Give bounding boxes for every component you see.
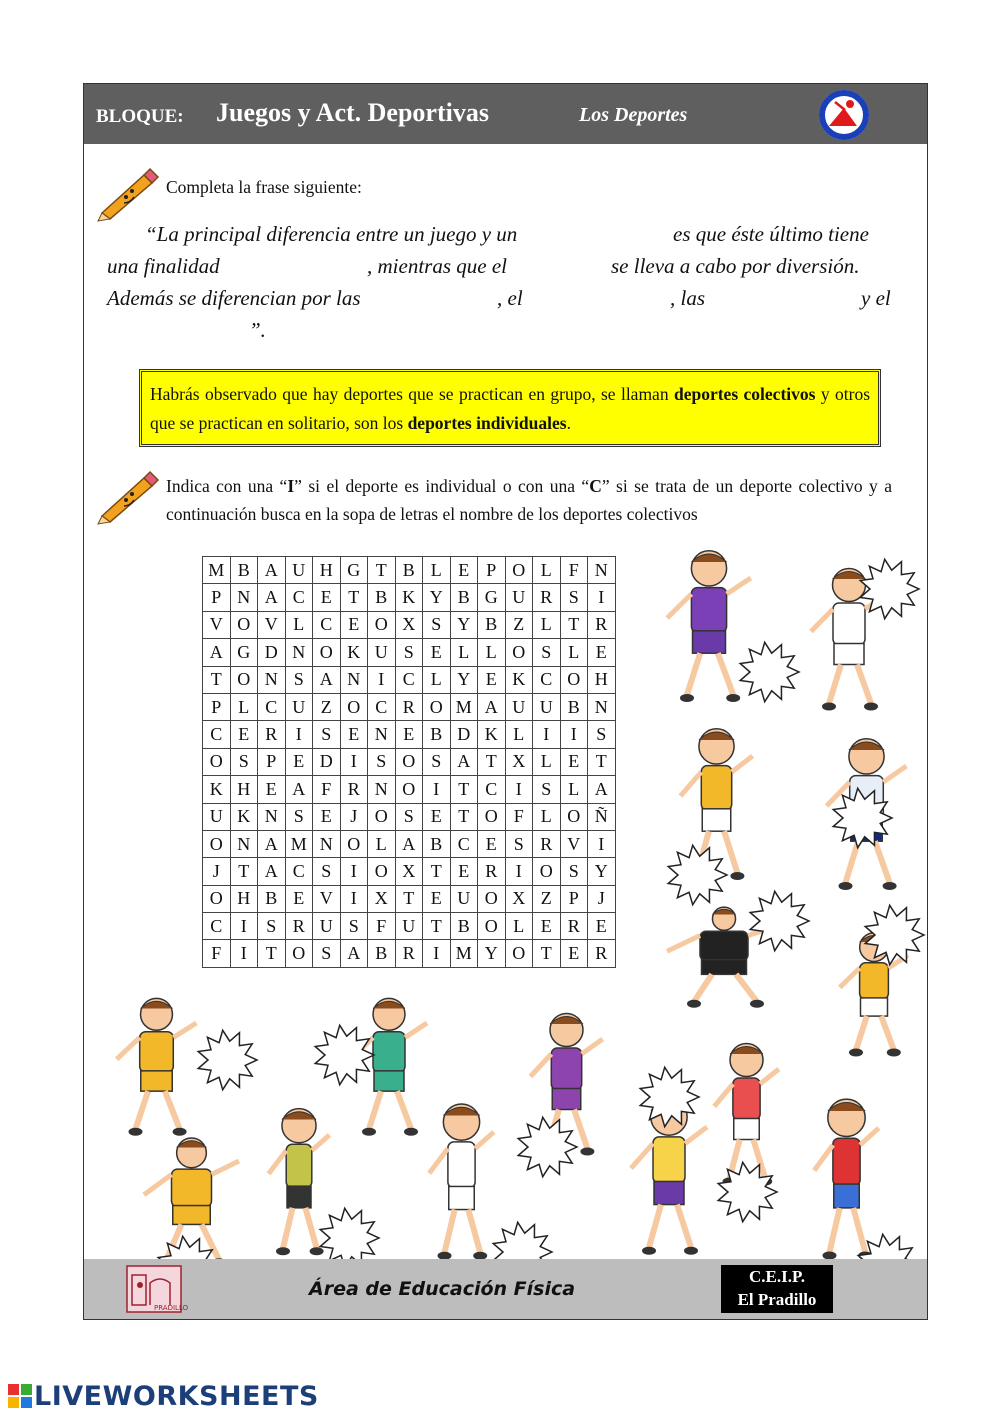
grid-row xyxy=(203,913,616,940)
footer-bar xyxy=(84,1259,927,1319)
grid-cell[interactable]: U xyxy=(285,693,313,720)
grid-cell[interactable]: C xyxy=(478,776,506,803)
grid-cell[interactable]: U xyxy=(313,913,341,940)
grid-cell[interactable]: R xyxy=(478,858,506,885)
info-text-part: y otros que se practican en solitario, son los xyxy=(150,384,871,433)
grid-cell[interactable]: U xyxy=(450,885,478,912)
grid-cell[interactable]: S xyxy=(560,858,588,885)
grid-cell[interactable]: C xyxy=(285,858,313,885)
grid-cell[interactable]: F xyxy=(505,803,533,830)
quote-segment: Además se diferencian por las xyxy=(107,286,361,310)
grid-cell[interactable]: N xyxy=(258,803,286,830)
grid-cell[interactable]: O xyxy=(203,830,231,857)
grid-cell[interactable]: O xyxy=(505,557,533,584)
grid-cell[interactable]: L xyxy=(423,557,451,584)
grid-cell[interactable]: N xyxy=(588,557,616,584)
header-bar xyxy=(84,84,927,144)
info-bold-colectivos: deportes colectivos xyxy=(673,384,816,404)
grid-cell[interactable]: K xyxy=(505,666,533,693)
grid-cell[interactable]: H xyxy=(230,885,258,912)
grid-cell[interactable]: E xyxy=(560,940,588,967)
grid-cell[interactable]: N xyxy=(368,776,396,803)
grid-cell[interactable]: Y xyxy=(588,858,616,885)
grid-cell[interactable]: B xyxy=(450,913,478,940)
school-logo-icon xyxy=(126,1265,189,1313)
grid-cell[interactable]: D xyxy=(313,748,341,775)
grid-cell[interactable]: I xyxy=(588,584,616,611)
grid-cell[interactable]: B xyxy=(450,584,478,611)
grid-cell[interactable]: R xyxy=(533,584,561,611)
grid-cell[interactable]: C xyxy=(203,913,231,940)
grid-cell[interactable]: A xyxy=(258,830,286,857)
grid-row xyxy=(203,693,616,720)
quote-segment: “La principal diferencia entre un juego y un xyxy=(145,222,518,246)
grid-cell[interactable]: I xyxy=(285,721,313,748)
grid-cell[interactable]: S xyxy=(340,913,368,940)
grid-row xyxy=(203,557,616,584)
grid-cell[interactable]: O xyxy=(203,748,231,775)
answer-starburst[interactable] xyxy=(862,907,926,963)
grid-cell[interactable]: K xyxy=(203,776,231,803)
grid-cell[interactable]: E xyxy=(340,721,368,748)
grid-cell[interactable]: R xyxy=(395,940,423,967)
grid-cell[interactable]: A xyxy=(285,776,313,803)
grid-cell[interactable]: R xyxy=(285,913,313,940)
grid-cell[interactable]: S xyxy=(313,940,341,967)
pencil-icon xyxy=(96,161,160,221)
grid-cell[interactable]: X xyxy=(395,611,423,638)
grid-cell[interactable]: T xyxy=(478,748,506,775)
school-name-line1: C.E.I.P. xyxy=(748,1267,806,1286)
grid-cell[interactable]: C xyxy=(450,830,478,857)
grid-cell[interactable]: O xyxy=(478,803,506,830)
grid-cell[interactable]: K xyxy=(478,721,506,748)
grid-cell[interactable]: P xyxy=(203,584,231,611)
answer-starburst[interactable] xyxy=(312,1027,376,1083)
grid-cell[interactable]: V xyxy=(258,611,286,638)
grid-cell[interactable]: G xyxy=(478,584,506,611)
grid-cell[interactable]: S xyxy=(258,913,286,940)
grid-cell[interactable]: J xyxy=(203,858,231,885)
grid-cell[interactable]: T xyxy=(395,885,423,912)
grid-cell[interactable]: E xyxy=(230,721,258,748)
grid-cell[interactable]: B xyxy=(230,557,258,584)
grid-cell[interactable]: N xyxy=(340,666,368,693)
topic-subtitle: Los Deportes xyxy=(579,104,688,126)
grid-cell[interactable]: R xyxy=(588,611,616,638)
grid-cell[interactable]: C xyxy=(395,666,423,693)
info-text xyxy=(150,380,870,438)
grid-cell[interactable]: O xyxy=(368,611,396,638)
grid-cell[interactable]: E xyxy=(560,748,588,775)
grid-cell[interactable]: R xyxy=(560,913,588,940)
quote-segment: , las xyxy=(670,286,706,310)
grid-row xyxy=(203,803,616,830)
grid-cell[interactable]: A xyxy=(478,693,506,720)
grid-cell[interactable]: C xyxy=(203,721,231,748)
grid-cell[interactable]: X xyxy=(505,748,533,775)
grid-cell[interactable]: L xyxy=(230,693,258,720)
grid-cell[interactable]: O xyxy=(478,885,506,912)
quote-segment: y el xyxy=(861,286,891,310)
grid-cell[interactable]: S xyxy=(230,748,258,775)
grid-cell[interactable]: U xyxy=(203,803,231,830)
grid-cell[interactable]: E xyxy=(285,748,313,775)
grid-cell[interactable]: S xyxy=(395,803,423,830)
grid-cell[interactable]: C xyxy=(258,693,286,720)
grid-cell[interactable]: K xyxy=(395,584,423,611)
football-figure xyxy=(104,994,209,1139)
grid-cell[interactable]: I xyxy=(230,940,258,967)
answer-starburst[interactable] xyxy=(515,1119,579,1175)
grid-cell[interactable]: F xyxy=(560,557,588,584)
grid-cell[interactable]: N xyxy=(313,830,341,857)
grid-cell[interactable]: K xyxy=(230,803,258,830)
info-box xyxy=(139,369,881,447)
grid-cell[interactable]: T xyxy=(258,940,286,967)
quote-segment: , mientras que el xyxy=(367,254,507,278)
grid-cell[interactable]: O xyxy=(340,693,368,720)
grid-cell[interactable]: Z xyxy=(505,611,533,638)
instruction-part: Indica con una “ xyxy=(166,476,288,496)
grid-cell[interactable]: Y xyxy=(423,584,451,611)
grid-cell[interactable]: E xyxy=(258,776,286,803)
grid-cell[interactable]: M xyxy=(203,557,231,584)
grid-cell[interactable]: A xyxy=(258,584,286,611)
grid-cell[interactable]: B xyxy=(560,693,588,720)
grid-cell[interactable]: I xyxy=(230,913,258,940)
block-title: Juegos y Act. Deportivas xyxy=(216,98,489,127)
grid-cell[interactable]: O xyxy=(285,940,313,967)
grid-cell[interactable]: R xyxy=(340,776,368,803)
grid-cell[interactable]: N xyxy=(368,721,396,748)
grid-cell[interactable]: J xyxy=(588,885,616,912)
lws-logo-icon xyxy=(8,1384,32,1408)
grid-cell[interactable]: X xyxy=(395,858,423,885)
word-search-grid xyxy=(202,556,616,968)
grid-cell[interactable]: T xyxy=(450,776,478,803)
grid-cell[interactable]: O xyxy=(560,803,588,830)
grid-cell[interactable]: I xyxy=(588,830,616,857)
answer-starburst[interactable] xyxy=(317,1210,381,1266)
grid-cell[interactable]: O xyxy=(340,830,368,857)
grid-cell[interactable]: Z xyxy=(313,693,341,720)
grid-cell[interactable]: R xyxy=(588,940,616,967)
grid-cell[interactable]: U xyxy=(368,639,396,666)
grid-cell[interactable]: S xyxy=(368,748,396,775)
grid-row xyxy=(203,584,616,611)
grid-cell[interactable]: G xyxy=(340,557,368,584)
grid-cell[interactable]: T xyxy=(423,858,451,885)
grid-cell[interactable]: O xyxy=(560,666,588,693)
grid-cell[interactable]: A xyxy=(258,557,286,584)
grid-cell[interactable]: F xyxy=(368,913,396,940)
grid-row xyxy=(203,611,616,638)
school-logo-text: PRADILLO xyxy=(154,1304,189,1312)
grid-cell[interactable]: E xyxy=(450,557,478,584)
grid-cell[interactable]: H xyxy=(588,666,616,693)
grid-cell[interactable]: I xyxy=(560,721,588,748)
grid-cell[interactable]: U xyxy=(533,693,561,720)
grid-row xyxy=(203,666,616,693)
exercise2-instruction xyxy=(166,472,892,528)
grid-cell[interactable]: A xyxy=(203,639,231,666)
grid-cell[interactable]: B xyxy=(423,721,451,748)
grid-cell[interactable]: P xyxy=(258,748,286,775)
grid-cell[interactable]: R xyxy=(533,830,561,857)
bloque-label: BLOQUE: xyxy=(96,106,184,127)
grid-cell[interactable]: N xyxy=(588,693,616,720)
grid-cell[interactable]: L xyxy=(450,639,478,666)
grid-cell[interactable]: P xyxy=(478,557,506,584)
grid-cell[interactable]: R xyxy=(395,693,423,720)
grid-cell[interactable]: S xyxy=(533,639,561,666)
grid-row xyxy=(203,940,616,967)
grid-cell[interactable]: O xyxy=(395,776,423,803)
grid-cell[interactable]: O xyxy=(478,913,506,940)
grid-cell[interactable]: A xyxy=(313,666,341,693)
grid-cell[interactable]: L xyxy=(505,721,533,748)
block-logo-icon xyxy=(817,88,871,142)
grid-cell[interactable]: L xyxy=(560,639,588,666)
grid-cell[interactable]: O xyxy=(313,639,341,666)
grid-cell[interactable]: B xyxy=(478,611,506,638)
exercise1-instruction: Completa la frase siguiente: xyxy=(166,177,362,197)
grid-cell[interactable]: K xyxy=(340,639,368,666)
grid-cell[interactable]: T xyxy=(450,803,478,830)
grid-cell[interactable]: S xyxy=(423,748,451,775)
quote-segment: se lleva a cabo por diversión. xyxy=(611,254,860,278)
answer-starburst[interactable] xyxy=(637,1069,701,1125)
grid-row xyxy=(203,721,616,748)
grid-cell[interactable]: E xyxy=(423,803,451,830)
grid-cell[interactable]: O xyxy=(395,748,423,775)
quote-segment: ”. xyxy=(249,318,266,342)
grid-cell[interactable]: T xyxy=(423,913,451,940)
grid-cell[interactable]: T xyxy=(230,858,258,885)
grid-cell[interactable]: C xyxy=(313,611,341,638)
grid-cell[interactable]: C xyxy=(285,584,313,611)
grid-cell[interactable]: L xyxy=(533,611,561,638)
grid-cell[interactable]: C xyxy=(368,693,396,720)
grid-cell[interactable]: S xyxy=(533,776,561,803)
brand-name: LIVEWORKSHEETS xyxy=(34,1381,319,1412)
grid-cell[interactable]: O xyxy=(368,858,396,885)
grid-cell[interactable]: O xyxy=(505,639,533,666)
info-text-part: . xyxy=(566,413,571,433)
quote-segment: es que éste último tiene xyxy=(673,222,869,246)
grid-cell[interactable]: I xyxy=(533,721,561,748)
grid-cell[interactable]: H xyxy=(313,557,341,584)
grid-cell[interactable]: S xyxy=(285,666,313,693)
grid-row xyxy=(203,830,616,857)
grid-cell[interactable]: X xyxy=(368,885,396,912)
grid-cell[interactable]: O xyxy=(203,885,231,912)
grid-cell[interactable]: T xyxy=(560,611,588,638)
grid-cell[interactable]: I xyxy=(340,885,368,912)
grid-cell[interactable]: M xyxy=(450,940,478,967)
grid-cell[interactable]: L xyxy=(560,776,588,803)
grid-row xyxy=(203,748,616,775)
grid-cell[interactable]: V xyxy=(203,611,231,638)
grid-cell[interactable]: R xyxy=(258,721,286,748)
grid-row xyxy=(203,639,616,666)
info-bold-individuales: deportes individuales xyxy=(407,413,567,433)
grid-cell[interactable]: Y xyxy=(450,666,478,693)
grid-cell[interactable]: F xyxy=(313,776,341,803)
school-name-line2: El Pradillo xyxy=(737,1290,817,1309)
info-text-part: Habrás observado que hay deportes que se practican en grupo, se llaman xyxy=(150,384,674,404)
grid-cell[interactable]: Y xyxy=(450,611,478,638)
grid-cell[interactable]: L xyxy=(533,748,561,775)
quote-segment: , el xyxy=(497,286,523,310)
grid-cell[interactable]: I xyxy=(340,748,368,775)
pencil-icon xyxy=(96,464,160,524)
grid-cell[interactable]: P xyxy=(560,885,588,912)
grid-cell[interactable]: J xyxy=(340,803,368,830)
grid-cell[interactable]: L xyxy=(423,666,451,693)
grid-cell[interactable]: D xyxy=(450,721,478,748)
grid-cell[interactable]: A xyxy=(588,776,616,803)
grid-cell[interactable]: Ñ xyxy=(588,803,616,830)
grid-cell[interactable]: E xyxy=(478,830,506,857)
grid-cell[interactable]: S xyxy=(423,611,451,638)
instruction-part: ” si el deporte es individual o con una “ xyxy=(294,476,590,496)
answer-starburst[interactable] xyxy=(195,1032,259,1088)
grid-cell[interactable]: A xyxy=(258,858,286,885)
grid-cell[interactable]: I xyxy=(340,858,368,885)
grid-cell[interactable]: E xyxy=(588,639,616,666)
grid-cell[interactable]: S xyxy=(505,830,533,857)
grid-cell[interactable]: V xyxy=(313,885,341,912)
grid-cell[interactable]: P xyxy=(203,693,231,720)
answer-starburst[interactable] xyxy=(665,847,729,903)
grid-cell[interactable]: I xyxy=(368,666,396,693)
grid-cell[interactable]: T xyxy=(533,940,561,967)
grid-cell[interactable]: I xyxy=(505,776,533,803)
grid-cell[interactable]: N xyxy=(285,639,313,666)
grid-cell[interactable]: E xyxy=(533,913,561,940)
letter-i: I xyxy=(287,476,295,496)
grid-cell[interactable]: E xyxy=(313,803,341,830)
grid-cell[interactable]: V xyxy=(560,830,588,857)
grid-cell[interactable]: I xyxy=(423,940,451,967)
grid-cell[interactable]: E xyxy=(313,584,341,611)
grid-cell[interactable]: S xyxy=(588,721,616,748)
area-label: Área de Educación Física xyxy=(309,1278,576,1300)
grid-cell[interactable]: A xyxy=(450,748,478,775)
grid-cell[interactable]: N xyxy=(230,584,258,611)
answer-starburst[interactable] xyxy=(857,561,921,617)
grid-cell[interactable]: U xyxy=(395,913,423,940)
grid-cell[interactable]: L xyxy=(368,830,396,857)
grid-cell[interactable]: B xyxy=(368,940,396,967)
grid-cell[interactable]: L xyxy=(505,913,533,940)
grid-cell[interactable]: I xyxy=(505,858,533,885)
grid-cell[interactable]: N xyxy=(258,666,286,693)
grid-cell[interactable]: O xyxy=(230,666,258,693)
grid-cell[interactable]: S xyxy=(313,721,341,748)
grid-cell[interactable]: B xyxy=(258,885,286,912)
grid-cell[interactable]: A xyxy=(340,940,368,967)
grid-cell[interactable]: E xyxy=(395,721,423,748)
grid-cell[interactable]: E xyxy=(285,885,313,912)
grid-cell[interactable]: E xyxy=(423,639,451,666)
school-badge xyxy=(721,1265,833,1313)
letter-c: C xyxy=(589,476,602,496)
grid-cell[interactable]: S xyxy=(395,639,423,666)
grid-cell[interactable]: U xyxy=(505,584,533,611)
grid-row xyxy=(203,858,616,885)
grid-cell[interactable]: O xyxy=(368,803,396,830)
grid-cell[interactable]: Y xyxy=(478,940,506,967)
grid-cell[interactable]: E xyxy=(423,885,451,912)
grid-cell[interactable]: O xyxy=(423,693,451,720)
grid-cell[interactable]: I xyxy=(423,776,451,803)
answer-starburst[interactable] xyxy=(830,790,894,846)
grid-cell[interactable]: O xyxy=(533,858,561,885)
grid-cell[interactable]: X xyxy=(505,885,533,912)
grid-cell[interactable]: T xyxy=(340,584,368,611)
grid-cell[interactable]: B xyxy=(395,557,423,584)
grid-cell[interactable]: L xyxy=(533,557,561,584)
grid-cell[interactable]: B xyxy=(368,584,396,611)
grid-cell[interactable]: M xyxy=(285,830,313,857)
grid-cell[interactable]: L xyxy=(285,611,313,638)
grid-cell[interactable]: O xyxy=(230,611,258,638)
grid-cell[interactable]: C xyxy=(533,666,561,693)
grid-cell[interactable]: F xyxy=(203,940,231,967)
grid-cell[interactable]: T xyxy=(588,748,616,775)
quote-segment: una finalidad xyxy=(107,254,220,278)
grid-cell[interactable]: B xyxy=(423,830,451,857)
grid-cell[interactable]: E xyxy=(340,611,368,638)
grid-cell[interactable]: S xyxy=(285,803,313,830)
answer-starburst[interactable] xyxy=(747,893,811,949)
liveworksheets-brand[interactable] xyxy=(8,1381,319,1412)
grid-cell[interactable]: A xyxy=(395,830,423,857)
grid-cell[interactable]: E xyxy=(588,913,616,940)
grid-cell[interactable]: S xyxy=(313,858,341,885)
grid-cell[interactable]: S xyxy=(560,584,588,611)
answer-starburst[interactable] xyxy=(715,1164,779,1220)
grid-cell[interactable]: T xyxy=(368,557,396,584)
grid-row xyxy=(203,885,616,912)
grid-cell[interactable]: U xyxy=(505,693,533,720)
grid-cell[interactable]: N xyxy=(230,830,258,857)
grid-cell[interactable]: G xyxy=(230,639,258,666)
grid-cell[interactable]: E xyxy=(478,666,506,693)
instruction-part: ” si se trata de un deporte colectivo y a continuación busca en la sopa de letras el nombre de los deportes colectivos xyxy=(166,476,892,524)
grid-cell[interactable]: T xyxy=(203,666,231,693)
grid-cell[interactable]: H xyxy=(230,776,258,803)
grid-cell[interactable]: U xyxy=(285,557,313,584)
worksheet-page xyxy=(83,83,928,1320)
grid-cell[interactable]: L xyxy=(478,639,506,666)
grid-cell[interactable]: Z xyxy=(533,885,561,912)
grid-cell[interactable]: M xyxy=(450,693,478,720)
grid-cell[interactable]: O xyxy=(505,940,533,967)
grid-row xyxy=(203,776,616,803)
grid-cell[interactable]: L xyxy=(533,803,561,830)
grid-cell[interactable]: D xyxy=(258,639,286,666)
grid-cell[interactable]: E xyxy=(450,858,478,885)
answer-starburst[interactable] xyxy=(737,644,801,700)
